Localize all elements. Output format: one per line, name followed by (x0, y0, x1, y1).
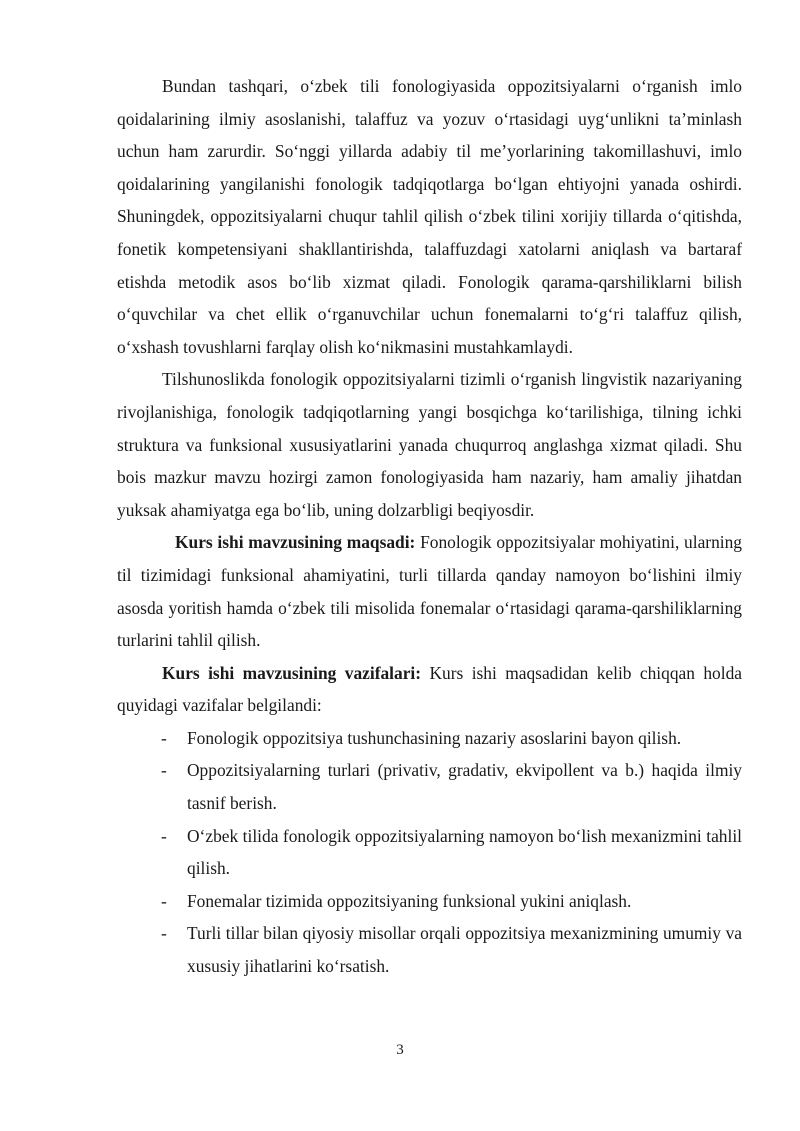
course-goal-paragraph (117, 526, 742, 656)
list-item (117, 917, 742, 982)
list-item (117, 885, 742, 918)
course-goal-text: Fonologik oppozitsiyalar mohiyatini, ularning til tizimidagi funksional ahamiyatini, turli tillarda qanday namoyon bo‘lishini ilmiy asosda yoritish hamda o‘zbek tili misolida fonemalar o‘rtasidagi qarama-qarshiliklarning turlarini tahlil qilish. (117, 532, 742, 651)
paragraph-linguistics: Tilshunoslikda fonologik oppozitsiyalarni tizimli o‘rganish lingvistik nazariyaning rivojlanishiga, fonologik tadqiqotlarning yangi bosqichga ko‘tarilishiga, tilning ichki struktura va funksional xususiyatlarini yanada chuqurroq anglashga xizmat qiladi. Shu bois mazkur mavzu hozirgi zamon fonologiyasida ham nazariy, ham amaliy jihatdan yuksak ahamiyatga ega bo‘lib, uning dolzarbligi beqiyosdir. (117, 369, 742, 520)
course-tasks-heading: Kurs ishi mavzusining vazifalari: (162, 662, 422, 683)
list-bullet: - (161, 760, 167, 781)
list-bullet: - (161, 825, 167, 846)
paragraph-orthography: Bundan tashqari, o‘zbek tili fonologiyasida oppozitsiyalarni o‘rganish imlo qoidalarining ilmiy asoslanishi, talaffuz va yozuv o‘rtasidagi uyg‘unlikni ta’minlash uchun ham zarurdir. So‘nggi yillarda adabiy til me’yorlarining takomillashuvi, imlo qoidalarining yangilanishi fonologik tadqiqotlarga bo‘lgan ehtiyojni yanada oshirdi. Shuningdek, oppozitsiyalarni chuqur tahlil qilish o‘zbek tilini xorijiy tillarda o‘qitishda, fonetik kompetensiyani shakllantirishda, talaffuzdagi xatolarni aniqlash va bartaraf etishda metodik asos bo‘lib xizmat qiladi. Fonologik qarama-qarshiliklarni bilish o‘quvchilar va chet ellik o‘rganuvchilar uchun fonemalarni to‘g‘ri talaffuz qilish, o‘xshash tovushlarni farqlay olish ko‘nikmasini mustahkamlaydi. (117, 76, 742, 357)
list-item-text: O‘zbek tilida fonologik oppozitsiyalarning namoyon bo‘lish mexanizmini tahlil qilish. (187, 825, 742, 879)
list-item (117, 754, 742, 819)
list-item (117, 722, 742, 755)
list-item-text: Turli tillar bilan qiyosiy misollar orqali oppozitsiya mexanizmining umumiy va xususiy jihatlarini ko‘rsatish. (187, 923, 742, 977)
list-bullet: - (161, 727, 167, 748)
list-bullet: - (161, 890, 167, 911)
list-bullet: - (161, 923, 167, 944)
list-item-text: Fonologik oppozitsiya tushunchasining nazariy asoslarini bayon qilish. (187, 727, 682, 748)
course-tasks-paragraph (117, 657, 742, 722)
list-item-text: Fonemalar tizimida oppozitsiyaning funksional yukini aniqlash. (187, 890, 632, 911)
task-list (117, 722, 742, 983)
course-goal-heading: Kurs ishi mavzusining maqsadi: (175, 532, 416, 553)
document-page (117, 70, 742, 983)
page-number: 3 (396, 1042, 404, 1058)
list-item-text: Oppozitsiyalarning turlari (privativ, gradativ, ekvipollent va b.) haqida ilmiy tasnif berish. (187, 760, 742, 814)
course-tasks-intro: Kurs ishi maqsadidan kelib chiqqan holda quyidagi vazifalar belgilandi: (117, 662, 742, 716)
list-item (117, 820, 742, 885)
